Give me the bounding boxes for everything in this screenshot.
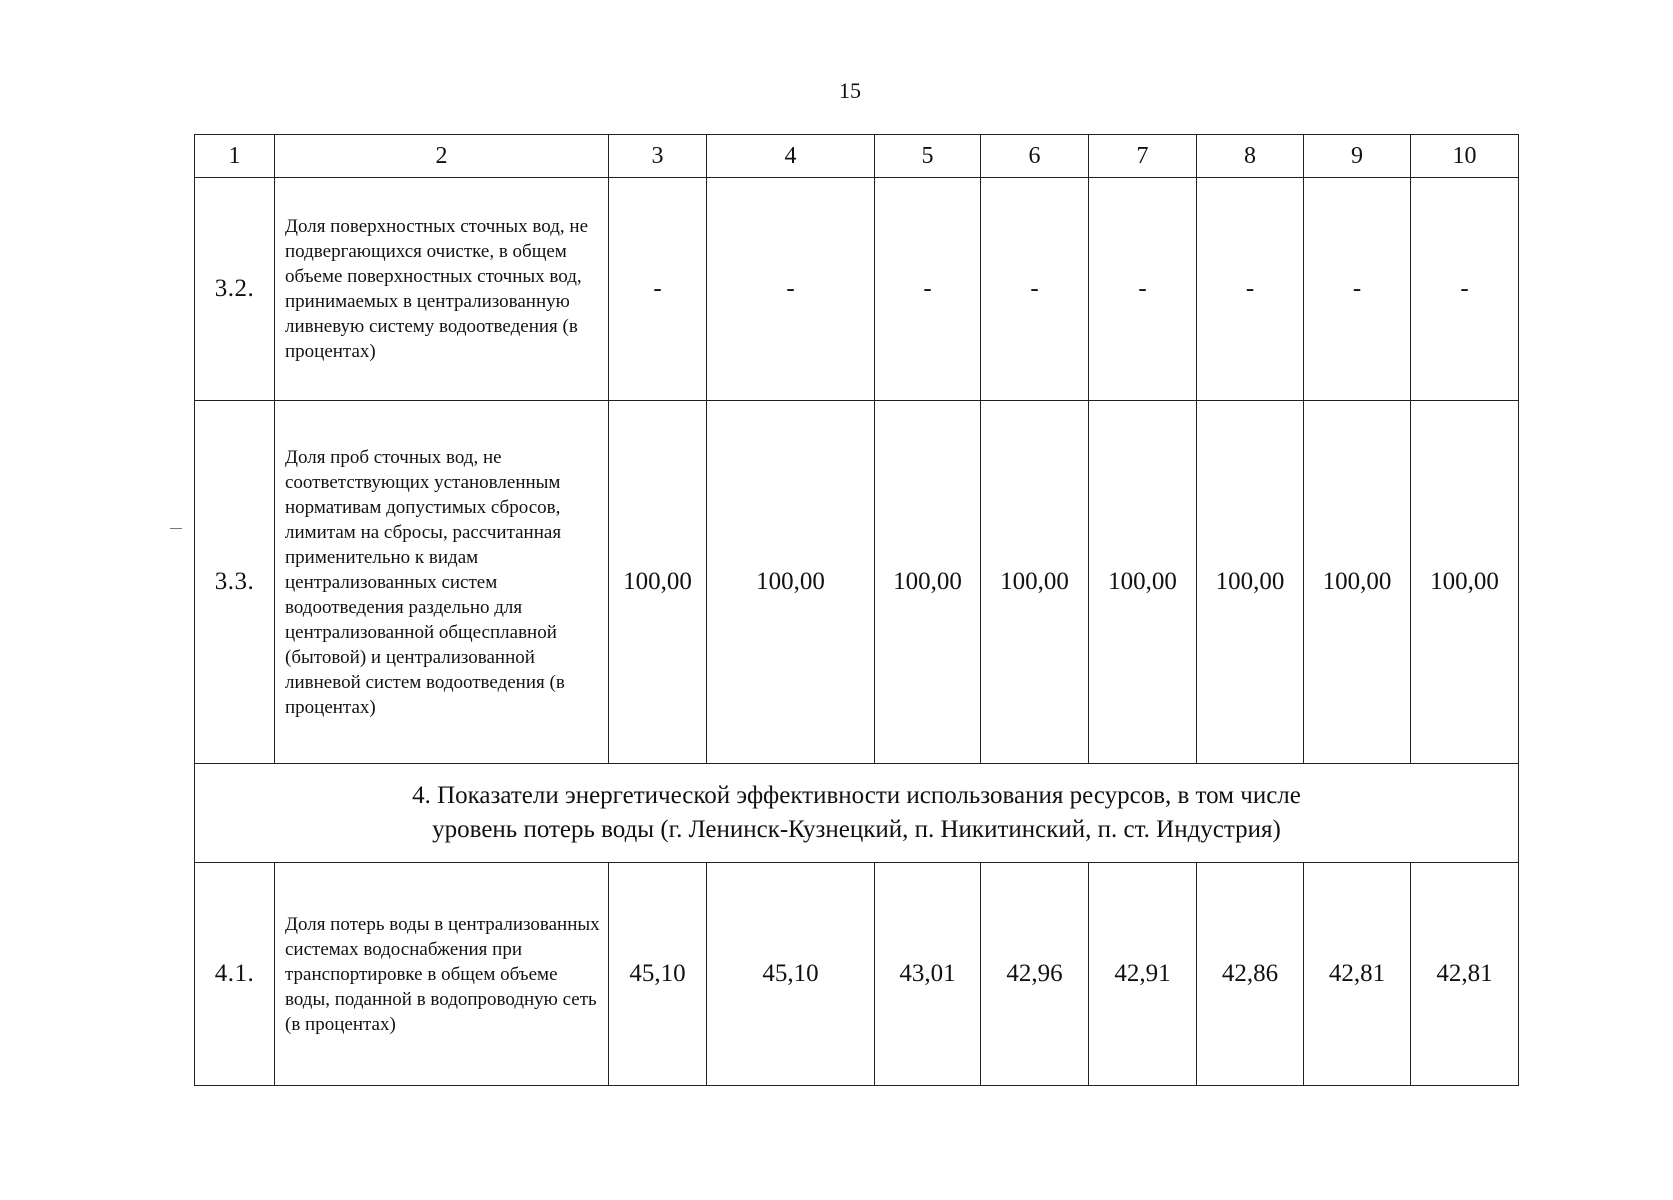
column-header: 2 <box>275 135 609 178</box>
column-number-row <box>195 135 1519 178</box>
column-header: 3 <box>609 135 707 178</box>
row-description: Доля потерь воды в централизованных системах водоснабжения при транспортировке в общем объеме воды, поданной в водопроводную сеть (в процентах) <box>275 863 609 1086</box>
indicators-table <box>194 134 1519 1086</box>
value-cell: 42,96 <box>981 863 1089 1086</box>
table-row <box>195 863 1519 1086</box>
value-cell: 43,01 <box>875 863 981 1086</box>
column-header: 9 <box>1304 135 1411 178</box>
page-number: 15 <box>839 78 861 103</box>
column-header: 8 <box>1197 135 1304 178</box>
value-cell: 100,00 <box>1089 401 1197 764</box>
value-cell: - <box>1197 178 1304 401</box>
column-header: 4 <box>707 135 875 178</box>
row-code: 4.1. <box>195 863 275 1086</box>
value-cell: 42,91 <box>1089 863 1197 1086</box>
value-cell: 42,81 <box>1411 863 1519 1086</box>
row-description: Доля поверхностных сточных вод, не подвергающихся очистке, в общем объеме поверхностных сточных вод, принимаемых в централизованную ливневую систему водоотведения (в процентах) <box>275 178 609 401</box>
column-header: 5 <box>875 135 981 178</box>
value-cell: 45,10 <box>609 863 707 1086</box>
section-heading <box>195 764 1519 863</box>
value-cell: 42,81 <box>1304 863 1411 1086</box>
value-cell: 100,00 <box>609 401 707 764</box>
column-header: 7 <box>1089 135 1197 178</box>
table-row <box>195 178 1519 401</box>
value-cell: - <box>875 178 981 401</box>
scan-speck <box>170 528 182 529</box>
value-cell: 45,10 <box>707 863 875 1086</box>
value-cell: 100,00 <box>707 401 875 764</box>
value-cell: 100,00 <box>981 401 1089 764</box>
value-cell: 100,00 <box>1197 401 1304 764</box>
value-cell: - <box>1411 178 1519 401</box>
section-heading-row <box>195 764 1519 863</box>
column-header: 1 <box>195 135 275 178</box>
value-cell: 100,00 <box>1304 401 1411 764</box>
section-heading-line: уровень потерь воды (г. Ленинск-Кузнецкий, п. Никитинский, п. ст. Индустрия) <box>432 816 1281 843</box>
section-heading-line: 4. Показатели энергетической эффективности использования ресурсов, в том числе <box>412 782 1301 809</box>
row-code: 3.3. <box>195 401 275 764</box>
value-cell: 100,00 <box>875 401 981 764</box>
row-description: Доля проб сточных вод, не соответствующих установленным нормативам допустимых сбросов, лимитам на сбросы, рассчитанная применительно к видам централизованных систем водоотведения раздельно для централизованной общесплавной (бытовой) и централизованной ливневой систем водоотведения (в процентах) <box>275 401 609 764</box>
column-header: 6 <box>981 135 1089 178</box>
value-cell: 100,00 <box>1411 401 1519 764</box>
value-cell: - <box>707 178 875 401</box>
row-code: 3.2. <box>195 178 275 401</box>
column-header: 10 <box>1411 135 1519 178</box>
value-cell: - <box>609 178 707 401</box>
value-cell: - <box>981 178 1089 401</box>
value-cell: - <box>1089 178 1197 401</box>
value-cell: 42,86 <box>1197 863 1304 1086</box>
table-row <box>195 401 1519 764</box>
value-cell: - <box>1304 178 1411 401</box>
